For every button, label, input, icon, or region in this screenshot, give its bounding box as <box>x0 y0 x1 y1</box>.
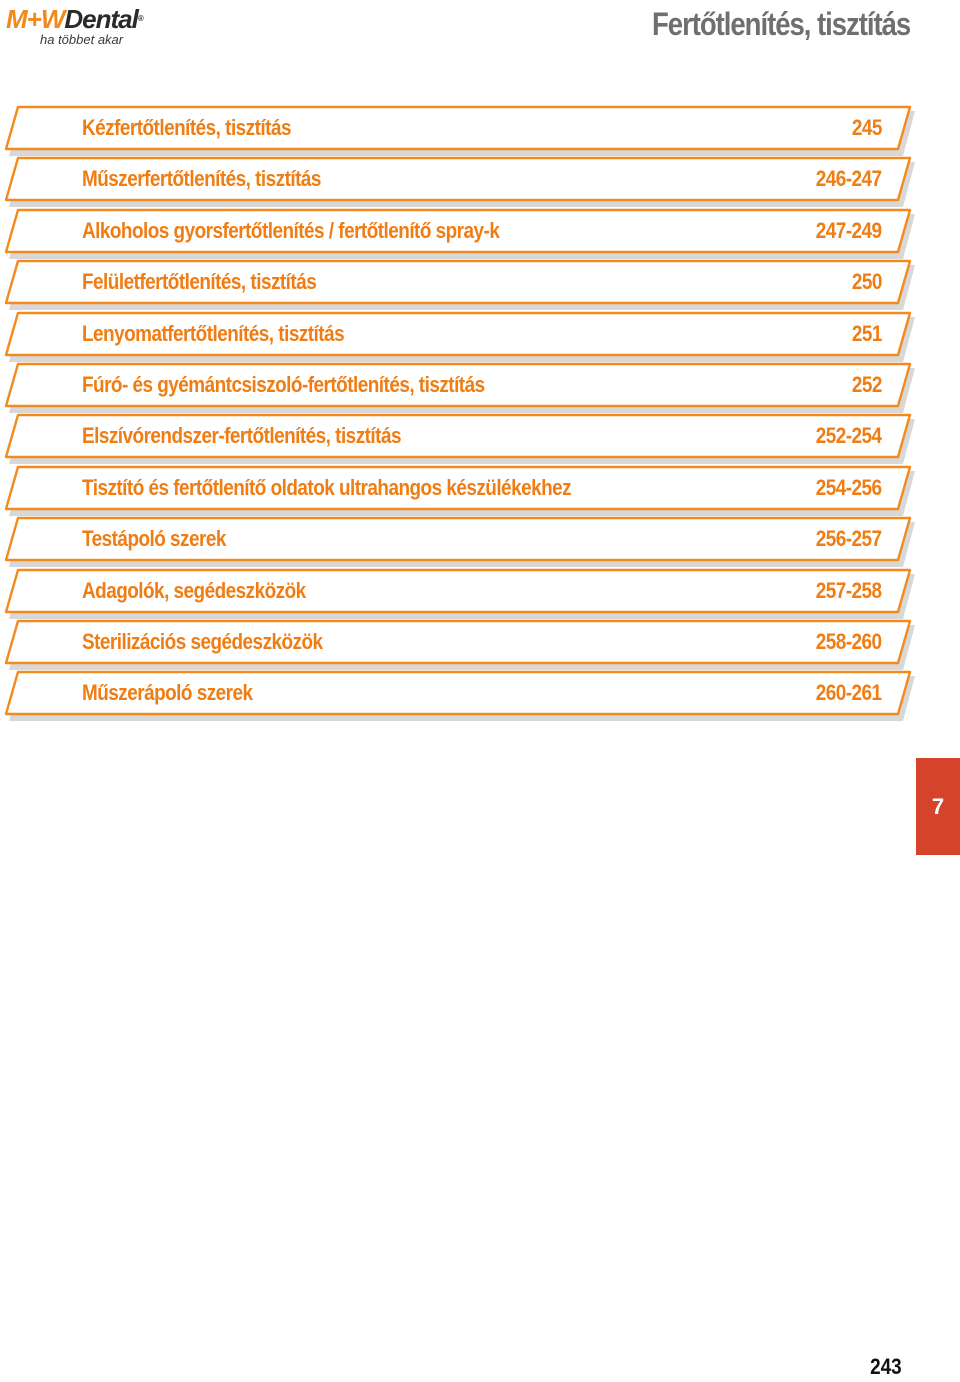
toc-item-label: Műszerfertőtlenítés, tisztítás <box>82 166 321 192</box>
toc-item-label: Elszívórendszer-fertőtlenítés, tisztítás <box>82 423 401 449</box>
toc-item-pages: 256-257 <box>816 526 882 552</box>
toc-item-pages: 251 <box>851 320 882 346</box>
toc-item[interactable] <box>0 669 960 720</box>
toc-item-pages: 250 <box>851 269 882 295</box>
toc-item[interactable] <box>0 464 960 515</box>
logo-registered: ® <box>137 14 143 23</box>
toc-item-pages: 252 <box>851 371 882 397</box>
table-of-contents <box>0 104 960 721</box>
toc-item-label: Tisztító és fertőtlenítő oldatok ultrahangos készülékekhez <box>82 474 572 500</box>
toc-item[interactable] <box>0 155 960 206</box>
toc-item[interactable] <box>0 310 960 361</box>
toc-item[interactable] <box>0 258 960 309</box>
toc-item-pages: 246-247 <box>816 166 882 192</box>
toc-item-pages: 258-260 <box>816 628 882 654</box>
logo-tagline: ha többet akar <box>40 32 124 47</box>
page-title: Fertőtlenítés, tisztítás <box>651 6 910 42</box>
toc-item-label: Alkoholos gyorsfertőtlenítés / fertőtlenítő spray-k <box>82 217 500 243</box>
toc-item-label: Testápoló szerek <box>82 526 226 552</box>
logo-mark-mw: M+W <box>6 4 65 34</box>
toc-item[interactable] <box>0 412 960 463</box>
toc-item[interactable] <box>0 104 960 155</box>
page-number: 243 <box>870 1354 902 1379</box>
logo-mark-dental: Dental <box>64 4 138 34</box>
chapter-tab <box>916 758 960 855</box>
logo-wordmark <box>6 4 143 34</box>
brand-logo <box>6 4 156 48</box>
toc-item-pages: 260-261 <box>816 680 882 706</box>
toc-item[interactable] <box>0 515 960 566</box>
toc-item-pages: 257-258 <box>816 577 882 603</box>
toc-item-label: Fúró- és gyémántcsiszoló-fertőtlenítés, tisztítás <box>82 371 485 397</box>
toc-item[interactable] <box>0 361 960 412</box>
toc-item-pages: 252-254 <box>816 423 882 449</box>
toc-item-label: Kézfertőtlenítés, tisztítás <box>82 115 291 140</box>
toc-item-label: Műszerápoló szerek <box>82 680 253 706</box>
toc-item[interactable] <box>0 618 960 669</box>
toc-item[interactable] <box>0 207 960 258</box>
toc-item-pages: 254-256 <box>816 474 882 500</box>
toc-item-pages: 245 <box>851 115 882 140</box>
toc-item-pages: 247-249 <box>816 217 882 243</box>
toc-item-label: Adagolók, segédeszközök <box>82 577 306 603</box>
toc-item-label: Lenyomatfertőtlenítés, tisztítás <box>82 320 345 346</box>
toc-item-label: Sterilizációs segédeszközök <box>82 628 323 654</box>
chapter-number: 7 <box>931 793 945 819</box>
toc-item[interactable] <box>0 567 960 618</box>
toc-item-label: Felületfertőtlenítés, tisztítás <box>82 269 317 295</box>
